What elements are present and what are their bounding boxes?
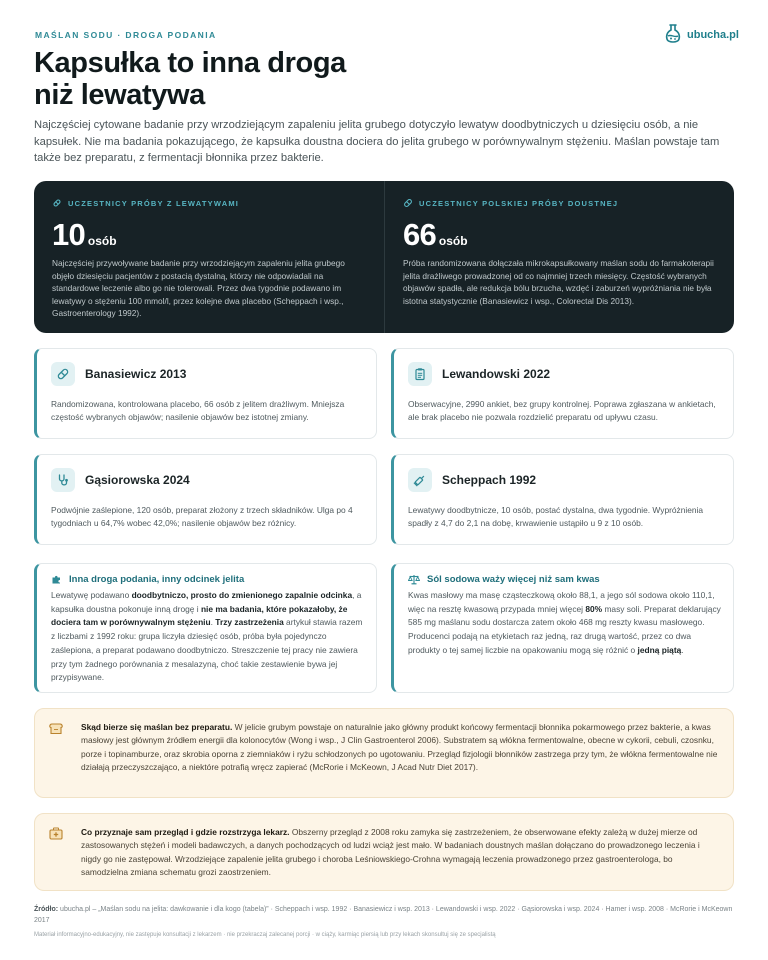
callout-text: Skąd bierze się maślan bez preparatu. W jelicie grubym powstaje on naturalnie jako główny produkt końcowy fermentacji błonnika pokarmowego przez bakterie, a kwas masłowy jest głównym źródłem energii dla kolonocytów (Wong i wsp., J Clin Gastroenterol 2006). Substratem są włókna fermentowalne, obecne w cykorii, cebuli, czosnku, porze i topinamburze, oraz skrobia oporna z ziemniaków i ryżu schłodzonych po ugotowaniu. Przegląd fizjologii błonników zastrzega przy tym, że włókna fermentowalne nie działają przeczyszczająco, a niektóre potrafią wręcz zapierać (McRorie i McKeown, J Acad Nutr Diet 2017). bbox=[81, 722, 718, 773]
note-route bbox=[34, 563, 377, 693]
stat-oral bbox=[384, 181, 734, 333]
pill-icon bbox=[52, 198, 62, 208]
syringe-icon bbox=[408, 468, 432, 492]
lead-paragraph: Najczęściej cytowane badanie przy wrzodziejącym zapaleniu jelita grubego dotyczyło lewatyw doodbytniczych u dziesięciu osób, a nie kapsułek. Nie ma badania pokazującego, że kapsułka doustna dociera do jelita grubego w porównywalnym stężeniu. Maślan powstaje tam także bez preparatu, z fermentacji błonnika przez bakterie. bbox=[34, 119, 720, 164]
callout-review bbox=[34, 813, 734, 891]
note-body: Lewatywę podawano doodbytniczo, prosto do zmienionego zapalnie odcinka, a kapsułka doustna pokonuje inną drogę i nie ma badania, które pokazałoby, że dociera tam w porównywalnym stężeniu. Trzy zastrzeżenia artykuł stawia razem z liczbami z 1992 roku: grupa liczyła dziesięć osób, próba była pojedynczo zaślepiona, a preparat podawano doodbytniczo. Streszczenie tej pracy nie zawiera przy tym żadnego porównania z mesalazyną, choć takie zestawienie bywa jej przypisywane. bbox=[51, 590, 363, 683]
bread-icon bbox=[49, 722, 63, 740]
stat-number: 10 bbox=[52, 217, 85, 252]
study-title: Scheppach 1992 bbox=[442, 473, 537, 487]
title-line-2: niż lewatywa bbox=[34, 79, 205, 111]
stat-description: Próba randomizowana dołączała mikrokapsułkowany maślan sodu do farmakoterapii jelita drażliwego prowadzonej od co najmniej trzech miesięcy. Częstość wybranych objawów spadła, ale redukcja bólu brzucha, wzdęć i zaburzeń wypróżniania nie była istotna statystycznie (Banasiewicz i wsp., Colorectal Dis 2013). bbox=[403, 258, 714, 306]
brand-flask-icon bbox=[664, 24, 682, 46]
study-title: Lewandowski 2022 bbox=[442, 367, 551, 381]
sources-list: ubucha.pl – „Maślan sodu na jelita: dawkowanie i dla kogo (tabela)” · Scheppach i wsp. 1992 · Banasiewicz i wsp. 2013 · Lewandowski i wsp. 2022 · Gąsiorowska i wsp. 2024 · Hamer i wsp. 2008 · McRorie i McKeown 2017 bbox=[34, 906, 733, 924]
note-body: Kwas masłowy ma masę cząsteczkową około 88,1, a jego sól sodowa około 110,1, więc na resztę kwasową przypada mniej więcej 80% masy soli. Preparat deklarujący 585 mg maślanu sodu dostarcza zatem około 468 mg reszty kwasu masłowego. Producenci podają na etykietach raz jedną, raz drugą wartość, przez co dwa produkty o tej samej liczbie na opakowaniu mogą się różnić o jedną piątą. bbox=[408, 590, 721, 655]
note-title: Sól sodowa waży więcej niż sam kwas bbox=[427, 573, 600, 585]
sources-label: Źródło: bbox=[34, 906, 59, 913]
brand-name: ubucha.pl bbox=[687, 29, 739, 41]
stat-unit: osób bbox=[438, 234, 468, 248]
stat-label: UCZESTNICY PRÓBY Z LEWATYWAMI bbox=[68, 198, 240, 208]
clipboard-icon bbox=[408, 362, 432, 386]
note-salt bbox=[391, 563, 734, 693]
stat-enema bbox=[34, 181, 384, 333]
study-card-scheppach bbox=[391, 454, 734, 545]
study-description: Podwójnie zaślepione, 120 osób, preparat złożony z trzech składników. Ulga po 4 tygodniach u 64,7% wobec 42,0%; nasilenie objawów bez różnicy. bbox=[51, 505, 353, 528]
capsule-icon bbox=[403, 198, 413, 208]
study-description: Obserwacyjne, 2990 ankiet, bez grupy kontrolnej. Poprawa zgłaszana w ankietach, ale brak placebo nie pozwala rozdzielić preparatu od upływu czasu. bbox=[408, 399, 716, 422]
title-line-1: Kapsułka to inna droga bbox=[34, 47, 346, 79]
section-kicker: MAŚLAN SODU · DROGA PODANIA bbox=[35, 30, 217, 40]
scale-icon bbox=[408, 574, 420, 585]
stat-description: Najczęściej przywoływane badanie przy wrzodziejącym zapaleniu jelita grubego objęło dziesięciu pacjentów z postacią dystalną, którzy nie odpowiadali na standardowe leczenie albo go nie tolerowali. Przez dwa tygodnie podawano im lewatywy o stężeniu 100 mmol/l, przez kolejne dwa placebo (Scheppach i wsp., Gastroenterology 1992). bbox=[52, 258, 345, 319]
study-card-gasiorowska bbox=[34, 454, 377, 545]
study-card-lewandowski bbox=[391, 348, 734, 439]
note-title: Inna droga podania, inny odcinek jelita bbox=[69, 573, 245, 585]
sources bbox=[34, 905, 734, 926]
callout-text: Co przyznaje sam przegląd i gdzie rozstrzyga lekarz. Obszerny przegląd z 2008 roku zamyka się zastrzeżeniem, że obserwowane efekty zależą w dużej mierze od zastosowanych stężeń i modeli badawczych, a danych pochodzących od ludzi wciąż jest mało. W badaniach doustnych maślan dołączano do prowadzonego leczenia i nigdy go nie zastępował. Wrzodziejące zapalenie jelita grubego i choroba Leśniowskiego-Crohna wymagają leczenia prowadzonego przez gastroenterologa, bo samodzielna zmiana schematu grozi zaostrzeniem. bbox=[81, 827, 700, 878]
study-description: Lewatywy doodbytnicze, 10 osób, postać dystalna, dwa tygodnie. Wypróżnienia spadły z 4,7 do 2,1 na dobę, krwawienie ustąpiło u 9 z 10 osób. bbox=[408, 505, 704, 528]
brand-logo[interactable] bbox=[664, 24, 739, 46]
study-title: Gąsiorowska 2024 bbox=[85, 473, 190, 487]
study-card-banasiewicz bbox=[34, 348, 377, 439]
stats-panel bbox=[34, 181, 734, 333]
disclaimer: Materiał informacyjno-edukacyjny, nie zastępuje konsultacji z lekarzem · nie przekraczaj zalecanej porcji · w ciąży, karmiąc piersią lub przy lekach skonsultuj się ze specjalistą bbox=[34, 932, 496, 938]
stethoscope-icon bbox=[51, 468, 75, 492]
medkit-icon bbox=[49, 827, 63, 845]
page-title bbox=[34, 47, 494, 111]
stat-label: UCZESTNICY POLSKIEJ PRÓBY DOUSTNEJ bbox=[419, 198, 619, 208]
capsule-icon bbox=[51, 362, 75, 386]
callout-fiber bbox=[34, 708, 734, 798]
study-title: Banasiewicz 2013 bbox=[85, 367, 187, 381]
puzzle-icon bbox=[51, 574, 62, 585]
study-description: Randomizowana, kontrolowana placebo, 66 osób z jelitem drażliwym. Mniejsza częstość wybranych objawów; nasilenie objawów bez istotnej zmiany. bbox=[51, 399, 345, 422]
stat-unit: osób bbox=[87, 234, 117, 248]
stat-number: 66 bbox=[403, 217, 436, 252]
